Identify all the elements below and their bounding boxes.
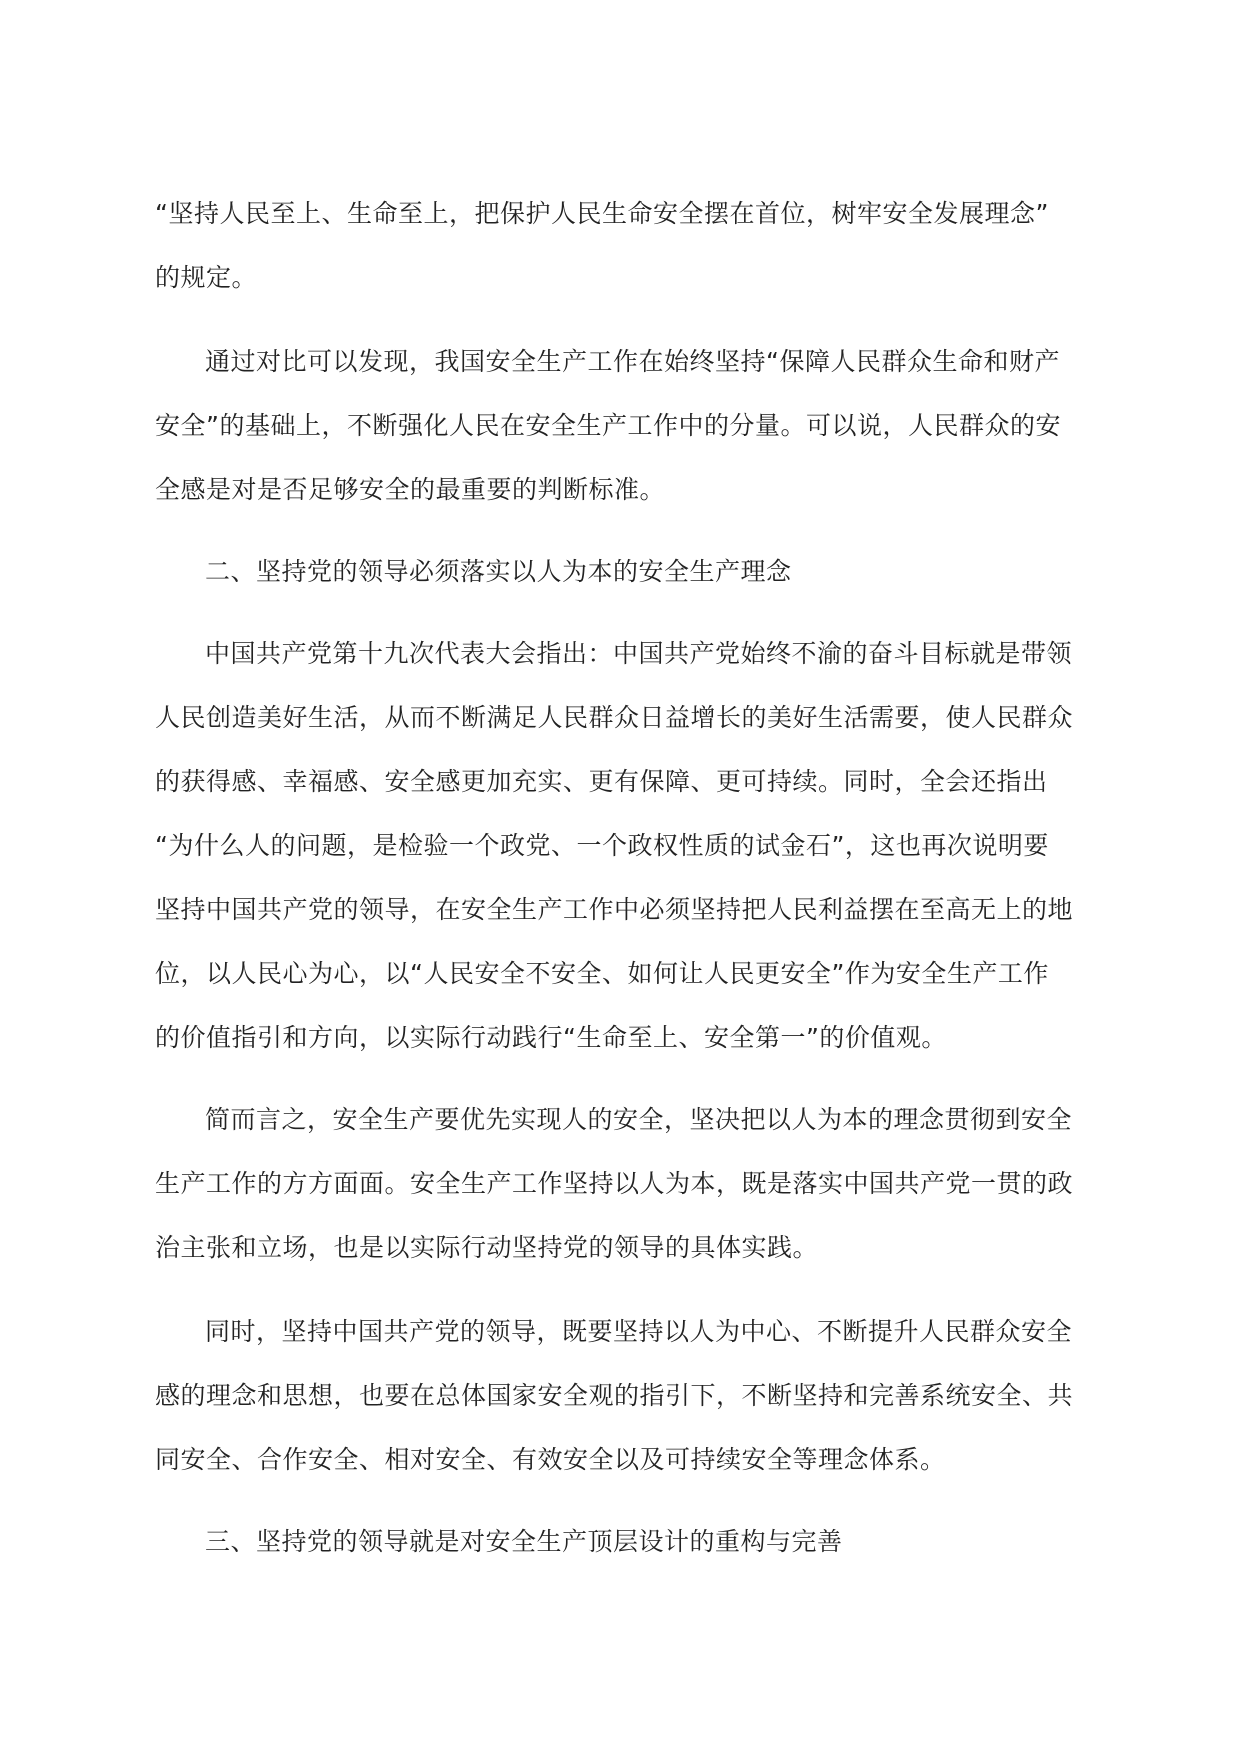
text-line: 安全”的基础上，不断强化人民在安全生产工作中的分量。可以说，人民群众的安 bbox=[155, 411, 1061, 440]
text-line: 的价值指引和方向，以实际行动践行“生命至上、安全第一”的价值观。 bbox=[155, 1023, 947, 1052]
paragraph-first-line: 同时，坚持中国共产党的领导，既要坚持以人为中心、不断提升人民群众安全 bbox=[205, 1317, 1073, 1346]
text-line: 的规定。 bbox=[155, 263, 258, 292]
text-line: 的获得感、幸福感、安全感更加充实、更有保障、更可持续。同时，全会还指出 bbox=[155, 767, 1048, 796]
paragraph-first-line: 中国共产党第十九次代表大会指出：中国共产党始终不渝的奋斗目标就是带领 bbox=[205, 639, 1073, 668]
paragraph-first-line: 简而言之，安全生产要优先实现人的安全，坚决把以人为本的理念贯彻到安全 bbox=[205, 1105, 1073, 1134]
section-heading-3: 三、坚持党的领导就是对安全生产顶层设计的重构与完善 bbox=[205, 1527, 843, 1556]
text-line: “坚持人民至上、生命至上，把保护人民生命安全摆在首位，树牢安全发展理念” bbox=[155, 199, 1049, 228]
section-heading-2: 二、坚持党的领导必须落实以人为本的安全生产理念 bbox=[205, 557, 792, 586]
text-line: 同安全、合作安全、相对安全、有效安全以及可持续安全等理念体系。 bbox=[155, 1445, 946, 1474]
text-line: “为什么人的问题，是检验一个政党、一个政权性质的试金石”，这也再次说明要 bbox=[155, 831, 1049, 860]
text-line: 感的理念和思想，也要在总体国家安全观的指引下，不断坚持和完善系统安全、共 bbox=[155, 1381, 1074, 1410]
text-line: 全感是对是否足够安全的最重要的判断标准。 bbox=[155, 475, 666, 504]
paragraph-first-line: 通过对比可以发现，我国安全生产工作在始终坚持“保障人民群众生命和财产 bbox=[205, 347, 1060, 376]
text-line: 生产工作的方方面面。安全生产工作坚持以人为本，既是落实中国共产党一贯的政 bbox=[155, 1169, 1074, 1198]
text-line: 坚持中国共产党的领导，在安全生产工作中必须坚持把人民利益摆在至高无上的地 bbox=[155, 895, 1074, 924]
text-line: 人民创造美好生活，从而不断满足人民群众日益增长的美好生活需要，使人民群众 bbox=[155, 703, 1074, 732]
text-line: 位，以人民心为心，以“人民安全不安全、如何让人民更安全”作为安全生产工作 bbox=[155, 959, 1049, 988]
text-line: 治主张和立场，也是以实际行动坚持党的领导的具体实践。 bbox=[155, 1233, 819, 1262]
